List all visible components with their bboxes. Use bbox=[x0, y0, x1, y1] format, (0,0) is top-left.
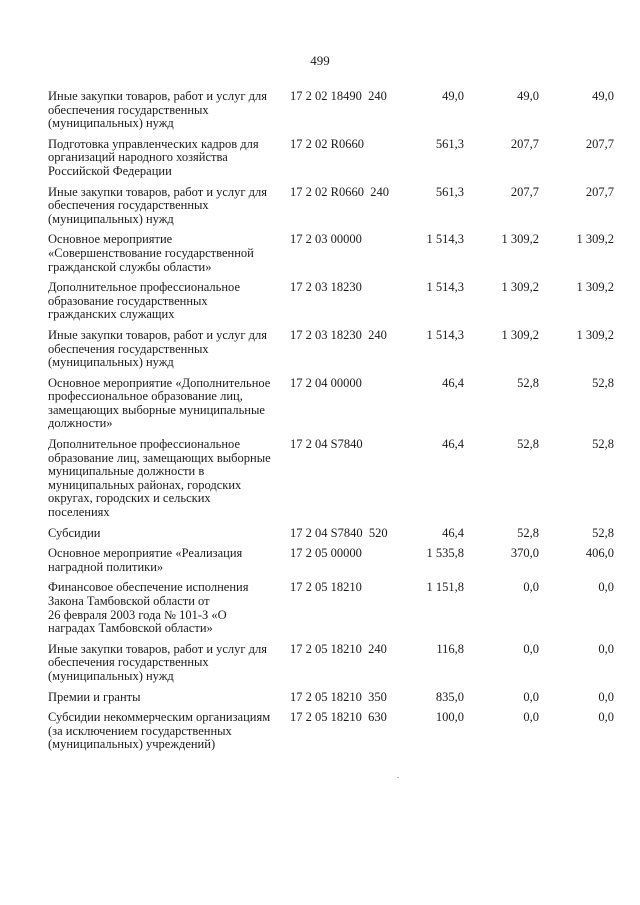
table-row bbox=[48, 377, 614, 431]
table-row bbox=[48, 547, 614, 574]
row-value-3: 0,0 bbox=[598, 641, 614, 656]
table-row bbox=[48, 138, 614, 179]
row-name: Основное мероприятие «Реализация наградной политики» bbox=[48, 546, 243, 574]
row-code: 17 2 05 18210 240 bbox=[290, 641, 387, 656]
row-value-2: 0,0 bbox=[523, 689, 539, 704]
row-value-2: 1 309,2 bbox=[501, 327, 539, 342]
row-name: Дополнительное профессиональное образование лиц, замещающих выборные муниципальные должности в муниципальных районах, городских округах, городских и сельских поселениях bbox=[48, 437, 271, 520]
row-value-1: 561,3 bbox=[435, 136, 464, 151]
row-value-2: 370,0 bbox=[510, 546, 539, 561]
row-code: 17 2 02 R0660 240 bbox=[290, 184, 389, 199]
row-value-2: 0,0 bbox=[523, 710, 539, 725]
row-name: Основное мероприятие «Дополнительное профессиональное образование лиц, замещающих выборные муниципальные должности» bbox=[48, 375, 271, 431]
row-code: 17 2 05 18210 350 bbox=[290, 689, 387, 704]
row-value-3: 0,0 bbox=[598, 580, 614, 595]
table-row bbox=[48, 90, 614, 131]
table-row bbox=[48, 233, 614, 274]
table-row bbox=[48, 186, 614, 227]
row-code: 17 2 03 18230 bbox=[290, 280, 362, 295]
row-value-2: 52,8 bbox=[517, 375, 539, 390]
row-name: Иные закупки товаров, работ и услуг для обеспечения государственных (муниципальных) нужд bbox=[48, 641, 268, 683]
row-value-1: 46,4 bbox=[442, 375, 464, 390]
row-value-1: 1 535,8 bbox=[426, 546, 464, 561]
row-name: Субсидии некоммерческим организациям (за исключением государственных (муниципальных) учреждений) bbox=[48, 710, 271, 752]
row-value-1: 1 514,3 bbox=[426, 327, 464, 342]
row-value-3: 207,7 bbox=[585, 136, 614, 151]
row-value-3: 1 309,2 bbox=[576, 327, 614, 342]
budget-table bbox=[48, 90, 614, 752]
table-row bbox=[48, 643, 614, 684]
row-value-1: 100,0 bbox=[435, 710, 464, 725]
row-value-3: 207,7 bbox=[585, 184, 614, 199]
row-name: Субсидии bbox=[48, 525, 101, 540]
row-code: 17 2 02 R0660 bbox=[290, 136, 364, 151]
row-value-3: 52,8 bbox=[592, 525, 614, 540]
row-name: Основное мероприятие «Совершенствование государственной гражданской службы области» bbox=[48, 232, 254, 274]
row-value-2: 49,0 bbox=[517, 89, 539, 103]
table-row bbox=[48, 281, 614, 322]
row-value-1: 49,0 bbox=[442, 89, 464, 103]
row-name: Иные закупки товаров, работ и услуг для обеспечения государственных (муниципальных) нужд bbox=[48, 89, 268, 131]
table-row bbox=[48, 711, 614, 752]
row-value-1: 1 151,8 bbox=[426, 580, 464, 595]
row-value-1: 1 514,3 bbox=[426, 232, 464, 247]
row-name: Финансовое обеспечение исполнения Закона Тамбовской области от 26 февраля 2003 года № 101-З «О наградах Тамбовской области» bbox=[48, 580, 249, 636]
row-code: 17 2 05 00000 bbox=[290, 546, 362, 561]
row-code: 17 2 05 18210 bbox=[290, 580, 362, 595]
row-name: Иные закупки товаров, работ и услуг для обеспечения государственных (муниципальных) нужд bbox=[48, 184, 268, 226]
row-code: 17 2 03 00000 bbox=[290, 232, 362, 247]
row-code: 17 2 04 00000 bbox=[290, 375, 362, 390]
row-value-1: 46,4 bbox=[442, 437, 464, 452]
row-value-2: 207,7 bbox=[510, 136, 539, 151]
table-row bbox=[48, 527, 614, 541]
row-value-2: 1 309,2 bbox=[501, 232, 539, 247]
row-code: 17 2 05 18210 630 bbox=[290, 710, 387, 725]
row-code: 17 2 02 18490 240 bbox=[290, 89, 387, 103]
row-value-1: 835,0 bbox=[435, 689, 464, 704]
page-number: 499 bbox=[310, 53, 330, 68]
row-value-2: 52,8 bbox=[517, 437, 539, 452]
row-value-2: 0,0 bbox=[523, 580, 539, 595]
row-code: 17 2 04 S7840 bbox=[290, 437, 363, 452]
row-value-2: 52,8 bbox=[517, 525, 539, 540]
table-row bbox=[48, 329, 614, 370]
row-value-1: 46,4 bbox=[442, 525, 464, 540]
row-value-2: 1 309,2 bbox=[501, 280, 539, 295]
row-value-3: 52,8 bbox=[592, 375, 614, 390]
row-value-3: 0,0 bbox=[598, 710, 614, 725]
row-name: Дополнительное профессиональное образование государственных гражданских служащих bbox=[48, 280, 240, 322]
row-code: 17 2 03 18230 240 bbox=[290, 327, 387, 342]
row-value-1: 116,8 bbox=[436, 641, 464, 656]
scan-speck bbox=[397, 777, 399, 778]
row-value-2: 0,0 bbox=[523, 641, 539, 656]
row-value-2: 207,7 bbox=[510, 184, 539, 199]
row-name: Иные закупки товаров, работ и услуг для обеспечения государственных (муниципальных) нужд bbox=[48, 327, 268, 370]
row-value-3: 0,0 bbox=[598, 689, 614, 704]
row-value-3: 1 309,2 bbox=[576, 232, 614, 247]
row-value-3: 49,0 bbox=[592, 89, 614, 103]
row-value-3: 52,8 bbox=[592, 437, 614, 452]
row-code: 17 2 04 S7840 520 bbox=[290, 525, 388, 540]
table-row bbox=[48, 691, 614, 705]
row-value-3: 406,0 bbox=[585, 546, 614, 561]
table-row bbox=[48, 438, 614, 520]
row-name: Премии и гранты bbox=[48, 689, 141, 704]
row-value-1: 561,3 bbox=[435, 184, 464, 199]
table-row bbox=[48, 581, 614, 635]
row-value-3: 1 309,2 bbox=[576, 280, 614, 295]
row-value-1: 1 514,3 bbox=[426, 280, 464, 295]
row-name: Подготовка управленческих кадров для организаций народного хозяйства Российской Федерации bbox=[48, 136, 259, 178]
